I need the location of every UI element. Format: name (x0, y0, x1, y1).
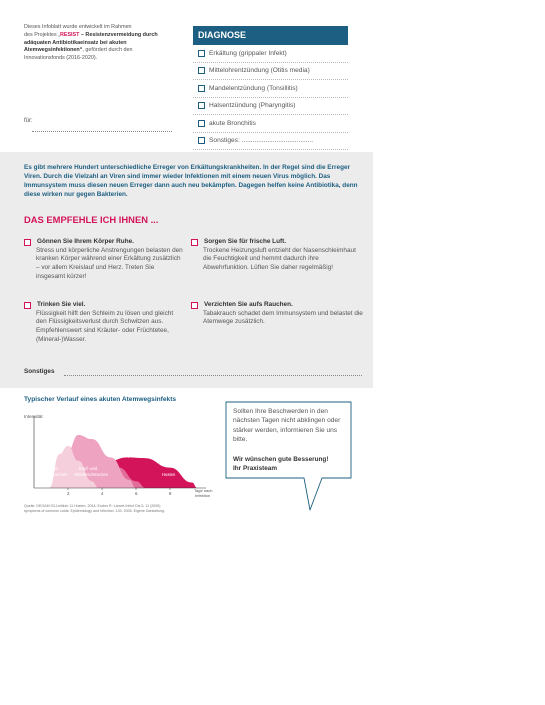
diagnose-label: Erkältung (grippaler Infekt) (209, 49, 287, 57)
fuer-label: für: (24, 118, 33, 124)
intro-line: Innovationsfonds (2016-2020). (24, 55, 98, 62)
label-halsschmerzen: Hals- (49, 466, 59, 471)
diagnose-item[interactable] (193, 80, 348, 98)
source-line: Quelle: DEGAM S3-Leitlinie 11 Husten, 2014; Eccles R: Lancet Infect Dis 5, 11 (2005) (24, 504, 161, 508)
y-axis-label: Intensität (24, 414, 43, 419)
label-kopf: Kopf- und (79, 466, 98, 471)
fuer-line[interactable] (32, 131, 172, 132)
label-schnupfen: Schnupfen (116, 453, 137, 458)
bubble-text: Sollten Ihre Beschwerden in den nächsten Tagen nicht abklingen oder stärker werden, informieren Sie uns bitte. (233, 408, 341, 443)
x-axis-label: Tage nach (194, 488, 213, 493)
project-name: RESIST (59, 31, 80, 38)
intro-line: , gefördert durch den (82, 47, 133, 54)
advice-title: Verzichten Sie aufs Rauchen. (204, 301, 293, 308)
checkbox-icon[interactable] (198, 137, 205, 144)
diagnose-item[interactable] (193, 115, 348, 133)
x-axis-label-2: Infektion (195, 493, 211, 498)
advice-body: Stress und körperliche Anstrengungen belasten den kranken Körper während einer Erkältung zusätzlich – vor allem Kreislauf und Herz. Treten Sie insgesamt kürzer! (36, 246, 183, 280)
diagnose-title: DIAGNOSE (193, 26, 348, 45)
intro-line: Dieses Infoblatt wurde entwickelt im Rahmen (24, 24, 132, 30)
lead-text: Es gibt mehrere Hundert unterschiedliche Erreger von Erkältungskrankheiten. In der Regel sind die Erreger Viren. Durch die Vielzahl an Viren sind immer wieder Infektionen mit einem neuen Virus möglich. Das Immunsystem muss diesen neuen Erreger dann auch neu bekämpfen. Dagegen helfen keine Antibiotika, denn diese wirken nur gegen Bakterien. (24, 164, 358, 198)
advice-title: Sorgen Sie für frische Luft. (204, 238, 287, 245)
diagnose-label: Sonstiges: ....................................... (209, 137, 314, 145)
label-kopf-2: Gliederschmerzen (74, 472, 108, 477)
project-subtitle: – Resistenzvermeidung durch (79, 31, 158, 38)
x-tick-label: 4 (101, 491, 104, 496)
project-subtitle: adäquaten Antibiotikaeinsatz bei akuten (24, 39, 127, 46)
chart-title: Typischer Verlauf eines akuten Atemwegsinfekts (24, 396, 177, 403)
advice-body: Trockene Heizungsluft entzieht der Nasenschleimhaut die Feuchtigkeit und hemmt dadurch ihre Abwehrfunktion. Lüften Sie daher regelmäßig! (203, 246, 356, 272)
symptom-chart (24, 408, 224, 503)
diagnose-item[interactable] (193, 45, 348, 63)
diagnose-item[interactable] (193, 133, 348, 151)
closing-greeting: Wir wünschen gute Besserung! (233, 456, 329, 463)
diagnose-item[interactable] (193, 63, 348, 81)
label-halsschmerzen-2: schmerzen (47, 472, 68, 477)
diagnose-label: Mittelohrentzündung (Otitis media) (209, 67, 310, 75)
checkbox-icon[interactable] (198, 85, 205, 92)
x-tick-label: 2 (67, 491, 70, 496)
diagnose-item[interactable] (193, 98, 348, 116)
advice-title: Gönnen Sie Ihrem Körper Ruhe. (37, 238, 134, 245)
diagnose-box (193, 26, 348, 150)
advice-rest (24, 238, 184, 282)
diagnose-label: akute Bronchitis (209, 119, 256, 127)
chart-source (24, 504, 224, 514)
x-tick-label: 6 (135, 491, 138, 496)
sonstiges-label: Sonstiges (24, 368, 55, 375)
checkbox-icon[interactable] (198, 50, 205, 57)
advice-drink (24, 301, 184, 345)
intro-text (24, 24, 174, 63)
source-line: symptoms of common colds. Epidemiology and Infection, 133, 2005. Eigene Darstellung. (24, 509, 166, 513)
checkbox-icon[interactable] (24, 239, 31, 246)
advice-body: Flüssigkeit hilft den Schleim zu lösen und gleicht den Flüssigkeitsverlust durch Schwitzen aus. Empfehlenswert sind Kräuter- oder Früchtetee, (Mineral-)Wasser. (36, 309, 174, 343)
diagnose-label: Mandelentzündung (Tonsillitis) (209, 84, 298, 92)
bubble-closing (233, 455, 345, 473)
closing-signature: Ihr Praxisteam (233, 465, 278, 472)
advice-smoking (191, 301, 363, 327)
advice-title: Trinken Sie viel. (37, 301, 86, 308)
diagnose-label: Halsentzündung (Pharyngitis) (209, 102, 296, 110)
checkbox-icon[interactable] (198, 67, 205, 74)
advice-body: Tabakrauch schadet dem Immunsystem und belastet die Atemwege zusätzlich. (203, 309, 363, 326)
advice-air (191, 238, 363, 273)
recommend-title: DAS EMPFEHLE ICH IHNEN ... (24, 214, 159, 225)
checkbox-icon[interactable] (191, 302, 198, 309)
label-husten: Husten (162, 472, 176, 477)
checkbox-icon[interactable] (191, 239, 198, 246)
checkbox-icon[interactable] (24, 302, 31, 309)
intro-line: des Projektes „ (24, 31, 60, 38)
sonstiges-line[interactable] (64, 375, 362, 376)
x-tick-label: 8 (169, 491, 172, 496)
checkbox-icon[interactable] (198, 102, 205, 109)
project-subtitle: Atemwegsinfektionen“ (24, 47, 83, 54)
checkbox-icon[interactable] (198, 120, 205, 127)
